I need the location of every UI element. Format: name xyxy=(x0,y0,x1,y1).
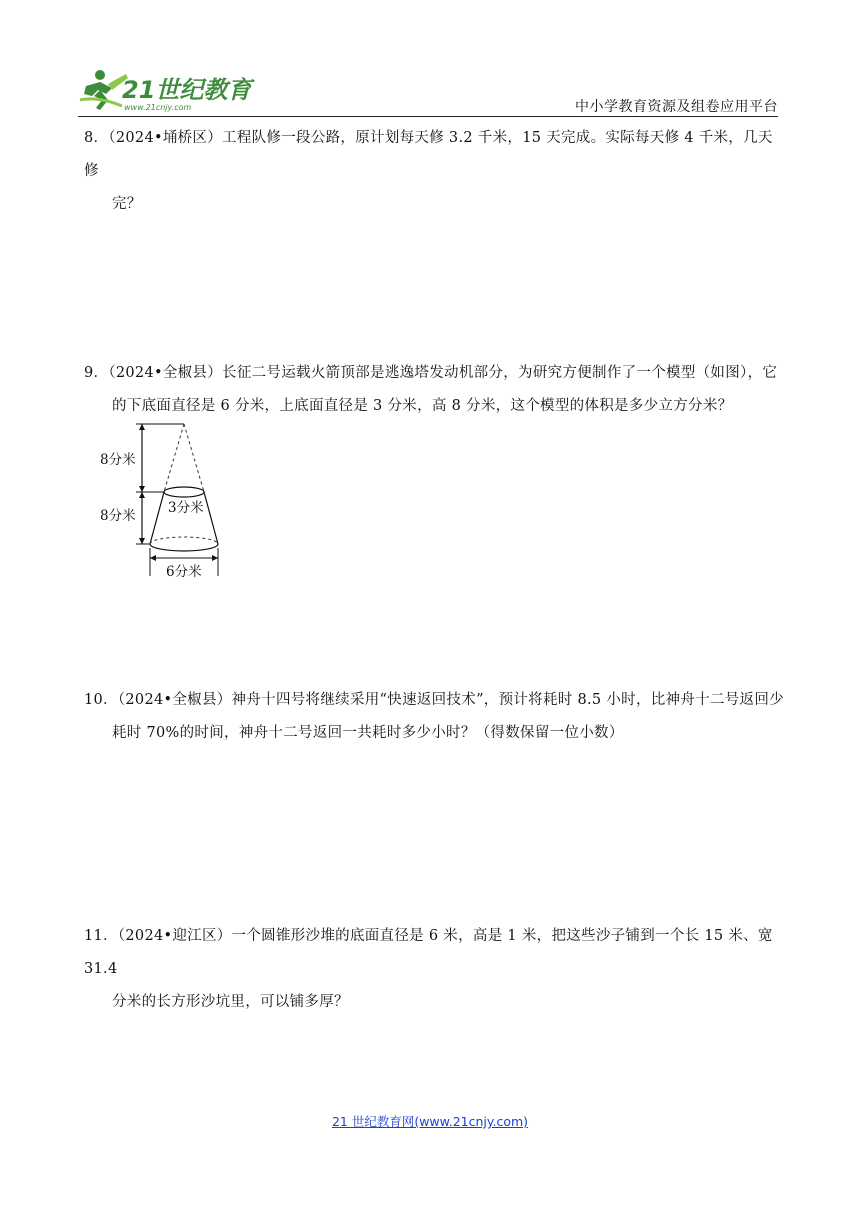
question-text-line2: 分米的长方形沙坑里，可以铺多厚？ xyxy=(112,994,349,1010)
page-footer xyxy=(0,1112,860,1130)
cone-dashed-edge xyxy=(164,424,184,492)
question-text-line2: 耗时 70%的时间，神舟十二号返回一共耗时多少小时？（得数保留一位小数） xyxy=(112,725,624,741)
top-height-label: 8分米 xyxy=(100,452,136,468)
question-text-line2: 的下底面直径是 6 分米，上底面直径是 3 分米，高 8 分米，这个模型的体积是多少立方分米？ xyxy=(112,398,733,414)
question-text-line1: 8．（2024•埇桥区）工程队修一段公路，原计划每天修 3.2 千米，15 天完成。实际每天修 4 千米，几天修 xyxy=(84,130,773,179)
footer-link[interactable]: 21 世纪教育网(www.21cnjy.com) xyxy=(331,1114,529,1129)
frustum-model-figure xyxy=(98,416,228,582)
bottom-height-label: 8分米 xyxy=(100,508,136,524)
arrow-head xyxy=(139,492,145,498)
arrow-head xyxy=(150,555,156,561)
frustum-edge xyxy=(150,492,164,544)
header-divider xyxy=(78,116,778,117)
site-logo xyxy=(78,66,258,114)
bottom-diameter-label: 6分米 xyxy=(166,564,202,580)
question-11 xyxy=(84,920,784,1019)
question-9 xyxy=(84,357,784,423)
question-text-line2: 完？ xyxy=(112,196,142,212)
logo-url-text: www.21cnjy.com xyxy=(124,103,192,112)
arrow-head xyxy=(139,424,145,430)
bottom-base-front xyxy=(150,544,218,551)
page-header xyxy=(78,66,778,118)
question-8 xyxy=(84,122,784,221)
question-text-line1: 9．（2024•全椒县）长征二号运载火箭顶部是逃逸塔发动机部分，为研究方便制作了一个模型（如图），它 xyxy=(84,365,778,381)
platform-title: 中小学教育资源及组卷应用平台 xyxy=(575,99,778,115)
arrow-head xyxy=(139,486,145,492)
runner-icon xyxy=(80,70,128,110)
arrow-head xyxy=(139,538,145,544)
top-base-ellipse xyxy=(164,487,204,497)
logo-text: 21世纪教育 xyxy=(122,76,252,104)
question-10 xyxy=(84,684,784,750)
frustum-edge xyxy=(204,492,218,544)
question-text-line1: 10．（2024•全椒县）神舟十四号将继续采用“快速返回技术”，预计将耗时 8.5 小时，比神舟十二号返回少 xyxy=(84,692,784,708)
question-text-line1: 11．（2024•迎江区）一个圆锥形沙堆的底面直径是 6 米，高是 1 米，把这些沙子铺到一个长 15 米、宽 31.4 xyxy=(84,928,773,977)
top-diameter-label: 3分米 xyxy=(168,500,204,516)
cone-dashed-edge xyxy=(184,424,204,492)
arrow-head xyxy=(212,555,218,561)
bottom-base-back xyxy=(150,537,218,544)
